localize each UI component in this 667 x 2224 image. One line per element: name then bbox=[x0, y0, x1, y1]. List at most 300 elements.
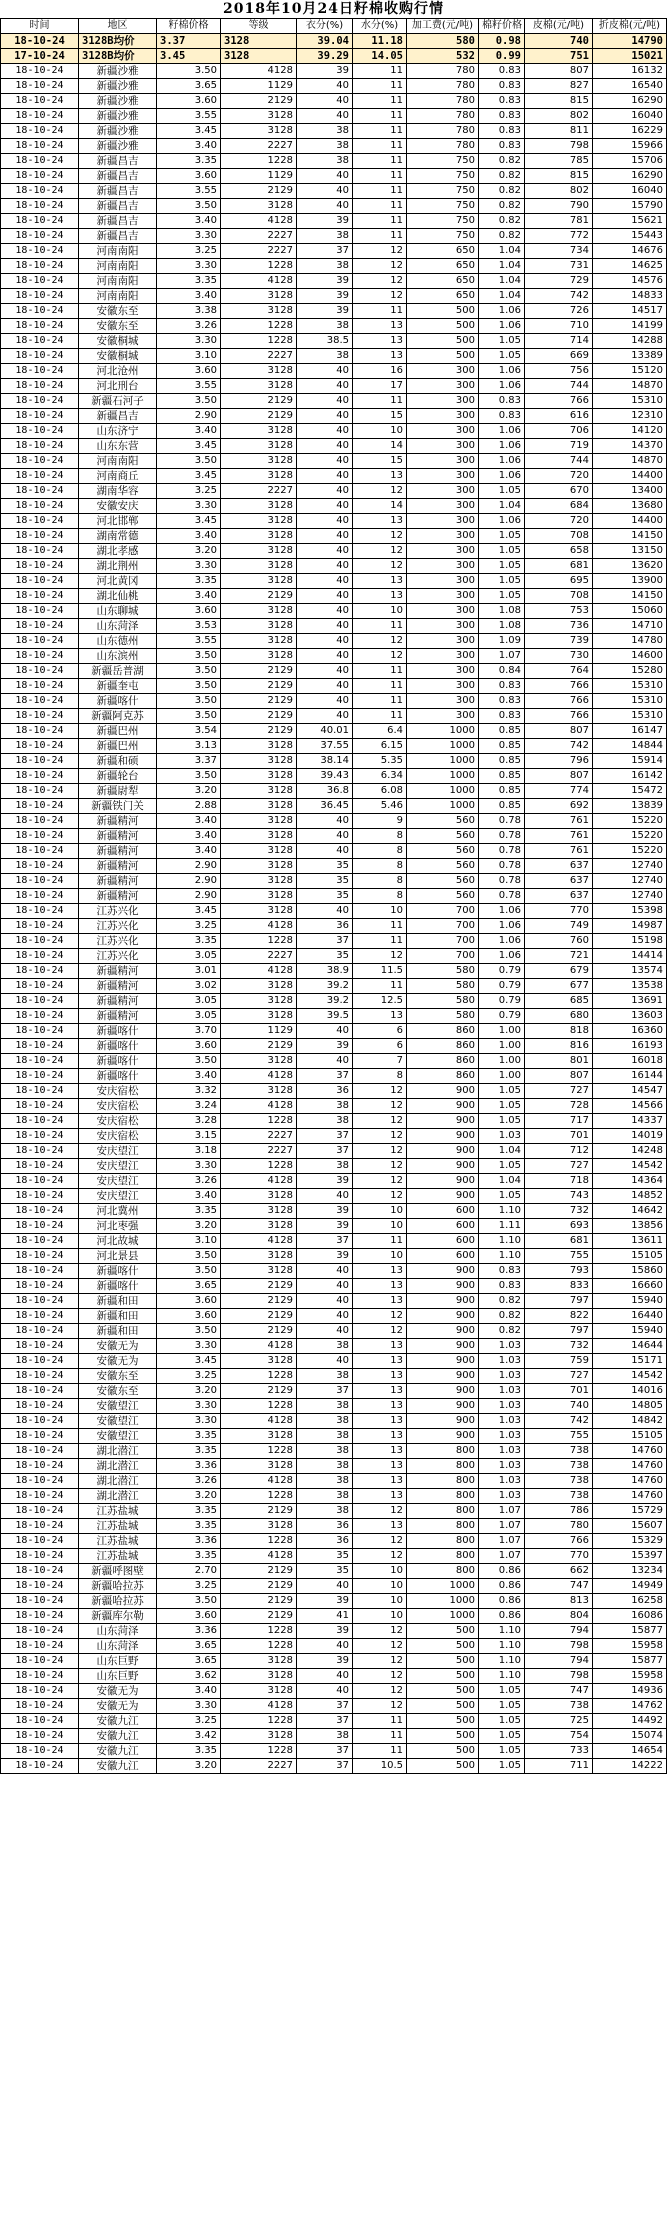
cell-processing-fee: 500 bbox=[407, 319, 479, 334]
cell-date: 18-10-24 bbox=[1, 994, 79, 1009]
cell-converted-lint: 14805 bbox=[593, 1399, 667, 1414]
cell-lint-percent: 40 bbox=[297, 844, 353, 859]
cell-moisture: 13 bbox=[353, 1444, 407, 1459]
cell-lint-percent: 40 bbox=[297, 409, 353, 424]
cell-grade: 3128 bbox=[221, 379, 297, 394]
cell-cottonseed-price: 1.03 bbox=[479, 1429, 525, 1444]
cell-seed-cotton-price: 3.25 bbox=[157, 244, 221, 259]
cell-grade: 1228 bbox=[221, 1369, 297, 1384]
cell-converted-lint: 14762 bbox=[593, 1699, 667, 1714]
cell-seed-cotton-price: 3.35 bbox=[157, 1504, 221, 1519]
cell-lint-percent: 38 bbox=[297, 1114, 353, 1129]
cell-date: 18-10-24 bbox=[1, 1729, 79, 1744]
cell-cottonseed-price: 1.05 bbox=[479, 1699, 525, 1714]
cell-seed-cotton-price: 3.01 bbox=[157, 964, 221, 979]
cell-lint-cotton: 793 bbox=[525, 1264, 593, 1279]
cell-cottonseed-price: 1.03 bbox=[479, 1459, 525, 1474]
cell-region: 新疆巴州 bbox=[79, 739, 157, 754]
cell-lint-cotton: 807 bbox=[525, 64, 593, 79]
cell-date: 18-10-24 bbox=[1, 1069, 79, 1084]
cell-converted-lint: 13620 bbox=[593, 559, 667, 574]
cell-grade: 3128 bbox=[221, 1684, 297, 1699]
cell-processing-fee: 900 bbox=[407, 1159, 479, 1174]
cell-cottonseed-price: 1.05 bbox=[479, 1729, 525, 1744]
cell-lint-percent: 37 bbox=[297, 1384, 353, 1399]
cell-moisture: 15 bbox=[353, 454, 407, 469]
cell-converted-lint: 12310 bbox=[593, 409, 667, 424]
cell-region: 3128B均价 bbox=[79, 34, 157, 49]
cell-moisture: 16 bbox=[353, 364, 407, 379]
cell-seed-cotton-price: 3.40 bbox=[157, 424, 221, 439]
cell-region: 新疆精河 bbox=[79, 874, 157, 889]
cell-lint-percent: 39 bbox=[297, 1654, 353, 1669]
cell-grade: 3128 bbox=[221, 1264, 297, 1279]
cell-seed-cotton-price: 3.55 bbox=[157, 634, 221, 649]
cell-processing-fee: 780 bbox=[407, 109, 479, 124]
cell-lint-percent: 38 bbox=[297, 1459, 353, 1474]
cell-lint-cotton: 798 bbox=[525, 139, 593, 154]
cell-lint-cotton: 764 bbox=[525, 664, 593, 679]
cell-converted-lint: 15607 bbox=[593, 1519, 667, 1534]
cell-date: 18-10-24 bbox=[1, 844, 79, 859]
cell-date: 18-10-24 bbox=[1, 544, 79, 559]
cell-processing-fee: 300 bbox=[407, 394, 479, 409]
cell-grade: 2129 bbox=[221, 724, 297, 739]
cell-processing-fee: 750 bbox=[407, 229, 479, 244]
cell-lint-percent: 40 bbox=[297, 94, 353, 109]
cell-region: 湖南华容 bbox=[79, 484, 157, 499]
cell-region: 河南商丘 bbox=[79, 469, 157, 484]
cell-cottonseed-price: 0.85 bbox=[479, 739, 525, 754]
cell-date: 18-10-24 bbox=[1, 1429, 79, 1444]
cell-region: 新疆昌吉 bbox=[79, 184, 157, 199]
cell-cottonseed-price: 0.83 bbox=[479, 109, 525, 124]
table-row bbox=[1, 1279, 667, 1294]
cell-converted-lint: 14760 bbox=[593, 1474, 667, 1489]
cell-cottonseed-price: 1.08 bbox=[479, 619, 525, 634]
cell-grade: 2129 bbox=[221, 94, 297, 109]
cell-region: 山东聊城 bbox=[79, 604, 157, 619]
cell-region: 新疆呼图壁 bbox=[79, 1564, 157, 1579]
cell-date: 18-10-24 bbox=[1, 394, 79, 409]
cell-seed-cotton-price: 3.45 bbox=[157, 49, 221, 64]
cell-region: 安徽无为 bbox=[79, 1699, 157, 1714]
cell-lint-cotton: 833 bbox=[525, 1279, 593, 1294]
cell-region: 山东滨州 bbox=[79, 649, 157, 664]
cell-seed-cotton-price: 3.65 bbox=[157, 79, 221, 94]
cell-seed-cotton-price: 3.13 bbox=[157, 739, 221, 754]
cell-converted-lint: 14625 bbox=[593, 259, 667, 274]
cell-lint-percent: 37 bbox=[297, 1714, 353, 1729]
cell-region: 新疆沙雅 bbox=[79, 124, 157, 139]
cell-lint-cotton: 802 bbox=[525, 109, 593, 124]
cell-moisture: 8 bbox=[353, 874, 407, 889]
table-row bbox=[1, 499, 667, 514]
table-row bbox=[1, 1369, 667, 1384]
cell-seed-cotton-price: 3.37 bbox=[157, 34, 221, 49]
header-row bbox=[1, 19, 667, 34]
cell-seed-cotton-price: 3.60 bbox=[157, 1039, 221, 1054]
table-row bbox=[1, 574, 667, 589]
cell-moisture: 12 bbox=[353, 544, 407, 559]
cell-lint-cotton: 738 bbox=[525, 1474, 593, 1489]
cell-cottonseed-price: 1.07 bbox=[479, 1519, 525, 1534]
cell-converted-lint: 14019 bbox=[593, 1129, 667, 1144]
cell-lint-cotton: 725 bbox=[525, 1714, 593, 1729]
table-row bbox=[1, 109, 667, 124]
cell-converted-lint: 14644 bbox=[593, 1339, 667, 1354]
cell-lint-percent: 38 bbox=[297, 1504, 353, 1519]
cell-lint-cotton: 818 bbox=[525, 1024, 593, 1039]
cell-grade: 3128 bbox=[221, 424, 297, 439]
table-row bbox=[1, 229, 667, 244]
cell-cottonseed-price: 0.83 bbox=[479, 124, 525, 139]
cell-processing-fee: 900 bbox=[407, 1309, 479, 1324]
cell-cottonseed-price: 1.10 bbox=[479, 1249, 525, 1264]
cell-region: 新疆库尔勒 bbox=[79, 1609, 157, 1624]
cell-lint-cotton: 734 bbox=[525, 244, 593, 259]
cell-lint-percent: 40 bbox=[297, 484, 353, 499]
cell-lint-cotton: 670 bbox=[525, 484, 593, 499]
table-row bbox=[1, 1729, 667, 1744]
cell-lint-percent: 40 bbox=[297, 679, 353, 694]
cell-region: 安徽九江 bbox=[79, 1759, 157, 1774]
cell-grade: 3128 bbox=[221, 304, 297, 319]
cell-region: 新疆喀什 bbox=[79, 1069, 157, 1084]
cell-cottonseed-price: 1.10 bbox=[479, 1639, 525, 1654]
cell-lint-cotton: 794 bbox=[525, 1624, 593, 1639]
cell-moisture: 12 bbox=[353, 649, 407, 664]
cell-moisture: 11 bbox=[353, 1714, 407, 1729]
cell-lint-percent: 37 bbox=[297, 934, 353, 949]
cell-processing-fee: 500 bbox=[407, 1744, 479, 1759]
cell-cottonseed-price: 0.78 bbox=[479, 829, 525, 844]
cell-region: 河北沧州 bbox=[79, 364, 157, 379]
cell-cottonseed-price: 1.08 bbox=[479, 604, 525, 619]
cell-seed-cotton-price: 3.50 bbox=[157, 664, 221, 679]
cell-lint-percent: 40 bbox=[297, 529, 353, 544]
cell-seed-cotton-price: 3.40 bbox=[157, 289, 221, 304]
cell-converted-lint: 15398 bbox=[593, 904, 667, 919]
cell-date: 18-10-24 bbox=[1, 619, 79, 634]
cell-region: 安徽桐城 bbox=[79, 349, 157, 364]
cell-processing-fee: 300 bbox=[407, 424, 479, 439]
cell-processing-fee: 900 bbox=[407, 1279, 479, 1294]
cell-cottonseed-price: 0.78 bbox=[479, 814, 525, 829]
cell-processing-fee: 300 bbox=[407, 439, 479, 454]
cell-converted-lint: 15621 bbox=[593, 214, 667, 229]
cell-date: 18-10-24 bbox=[1, 589, 79, 604]
cell-region: 江苏盐城 bbox=[79, 1549, 157, 1564]
table-row bbox=[1, 799, 667, 814]
cell-lint-percent: 40 bbox=[297, 1309, 353, 1324]
cell-converted-lint: 15790 bbox=[593, 199, 667, 214]
cell-seed-cotton-price: 3.65 bbox=[157, 1279, 221, 1294]
cell-seed-cotton-price: 3.20 bbox=[157, 1219, 221, 1234]
cell-lint-cotton: 738 bbox=[525, 1459, 593, 1474]
cell-seed-cotton-price: 3.02 bbox=[157, 979, 221, 994]
cell-seed-cotton-price: 3.40 bbox=[157, 1684, 221, 1699]
cell-date: 18-10-24 bbox=[1, 1099, 79, 1114]
cell-lint-cotton: 827 bbox=[525, 79, 593, 94]
cell-region: 河北黄冈 bbox=[79, 574, 157, 589]
cell-date: 18-10-24 bbox=[1, 379, 79, 394]
cell-moisture: 12 bbox=[353, 1624, 407, 1639]
cell-region: 新疆尉犁 bbox=[79, 784, 157, 799]
cell-moisture: 11 bbox=[353, 394, 407, 409]
cell-region: 安徽望江 bbox=[79, 1414, 157, 1429]
cell-region: 安徽东至 bbox=[79, 1369, 157, 1384]
table-row bbox=[1, 1414, 667, 1429]
cell-seed-cotton-price: 3.20 bbox=[157, 1489, 221, 1504]
cell-region: 江苏兴化 bbox=[79, 904, 157, 919]
cell-processing-fee: 580 bbox=[407, 34, 479, 49]
table-row bbox=[1, 1084, 667, 1099]
cell-moisture: 10 bbox=[353, 1219, 407, 1234]
cell-date: 18-10-24 bbox=[1, 1294, 79, 1309]
cell-grade: 3128 bbox=[221, 124, 297, 139]
table-row bbox=[1, 1714, 667, 1729]
summary-row bbox=[1, 49, 667, 64]
cell-moisture: 11 bbox=[353, 694, 407, 709]
cell-lint-cotton: 766 bbox=[525, 694, 593, 709]
cell-processing-fee: 532 bbox=[407, 49, 479, 64]
cell-cottonseed-price: 0.83 bbox=[479, 79, 525, 94]
cell-date: 18-10-24 bbox=[1, 1324, 79, 1339]
cell-converted-lint: 14600 bbox=[593, 649, 667, 664]
cell-grade: 3128 bbox=[221, 1189, 297, 1204]
cell-lint-cotton: 727 bbox=[525, 1159, 593, 1174]
cell-converted-lint: 14852 bbox=[593, 1189, 667, 1204]
cell-processing-fee: 900 bbox=[407, 1339, 479, 1354]
cell-grade: 1228 bbox=[221, 154, 297, 169]
table-row bbox=[1, 604, 667, 619]
cell-lint-percent: 40 bbox=[297, 1639, 353, 1654]
cell-grade: 4128 bbox=[221, 1699, 297, 1714]
cell-lint-cotton: 816 bbox=[525, 1039, 593, 1054]
cell-lint-percent: 40 bbox=[297, 634, 353, 649]
cell-moisture: 6.4 bbox=[353, 724, 407, 739]
cell-date: 18-10-24 bbox=[1, 64, 79, 79]
cell-seed-cotton-price: 3.65 bbox=[157, 1654, 221, 1669]
cell-region: 新疆精河 bbox=[79, 889, 157, 904]
cell-lint-cotton: 720 bbox=[525, 469, 593, 484]
cell-grade: 1129 bbox=[221, 169, 297, 184]
cell-lint-cotton: 744 bbox=[525, 379, 593, 394]
table-row bbox=[1, 649, 667, 664]
cell-lint-percent: 39 bbox=[297, 1594, 353, 1609]
cell-converted-lint: 14150 bbox=[593, 529, 667, 544]
table-row bbox=[1, 664, 667, 679]
cell-cottonseed-price: 1.06 bbox=[479, 469, 525, 484]
cell-moisture: 12 bbox=[353, 1669, 407, 1684]
cell-date: 18-10-24 bbox=[1, 1039, 79, 1054]
cell-processing-fee: 300 bbox=[407, 499, 479, 514]
cell-processing-fee: 900 bbox=[407, 1414, 479, 1429]
cell-moisture: 12 bbox=[353, 274, 407, 289]
cell-date: 18-10-24 bbox=[1, 199, 79, 214]
cell-region: 新疆岳普湖 bbox=[79, 664, 157, 679]
cell-processing-fee: 750 bbox=[407, 214, 479, 229]
cell-date: 18-10-24 bbox=[1, 334, 79, 349]
cell-lint-percent: 39 bbox=[297, 1219, 353, 1234]
cell-cottonseed-price: 1.05 bbox=[479, 1189, 525, 1204]
cell-cottonseed-price: 1.03 bbox=[479, 1384, 525, 1399]
cell-processing-fee: 300 bbox=[407, 589, 479, 604]
cell-seed-cotton-price: 2.90 bbox=[157, 409, 221, 424]
cell-lint-cotton: 701 bbox=[525, 1129, 593, 1144]
cell-region: 江苏盐城 bbox=[79, 1534, 157, 1549]
cell-lint-cotton: 681 bbox=[525, 559, 593, 574]
cell-seed-cotton-price: 3.32 bbox=[157, 1084, 221, 1099]
cell-converted-lint: 14222 bbox=[593, 1759, 667, 1774]
cell-seed-cotton-price: 3.50 bbox=[157, 679, 221, 694]
cell-lint-percent: 39 bbox=[297, 1039, 353, 1054]
cell-region: 新疆精河 bbox=[79, 814, 157, 829]
cell-date: 18-10-24 bbox=[1, 634, 79, 649]
cell-converted-lint: 14576 bbox=[593, 274, 667, 289]
cell-grade: 3128 bbox=[221, 364, 297, 379]
cell-cottonseed-price: 1.06 bbox=[479, 934, 525, 949]
cell-processing-fee: 650 bbox=[407, 274, 479, 289]
cell-converted-lint: 14760 bbox=[593, 1489, 667, 1504]
cell-moisture: 12 bbox=[353, 1084, 407, 1099]
cell-moisture: 10 bbox=[353, 424, 407, 439]
cell-seed-cotton-price: 3.55 bbox=[157, 184, 221, 199]
cell-date: 18-10-24 bbox=[1, 1159, 79, 1174]
cell-date: 18-10-24 bbox=[1, 244, 79, 259]
cell-cottonseed-price: 1.10 bbox=[479, 1669, 525, 1684]
cell-date: 18-10-24 bbox=[1, 484, 79, 499]
cell-grade: 3128 bbox=[221, 1669, 297, 1684]
table-row bbox=[1, 139, 667, 154]
cell-grade: 2129 bbox=[221, 709, 297, 724]
cell-moisture: 11 bbox=[353, 619, 407, 634]
table-row bbox=[1, 829, 667, 844]
cell-converted-lint: 16086 bbox=[593, 1609, 667, 1624]
cell-processing-fee: 500 bbox=[407, 334, 479, 349]
cell-grade: 2227 bbox=[221, 949, 297, 964]
cell-seed-cotton-price: 3.10 bbox=[157, 1234, 221, 1249]
cell-processing-fee: 1000 bbox=[407, 784, 479, 799]
cell-lint-percent: 39 bbox=[297, 64, 353, 79]
cell-cottonseed-price: 1.06 bbox=[479, 424, 525, 439]
cell-converted-lint: 14987 bbox=[593, 919, 667, 934]
cell-cottonseed-price: 1.04 bbox=[479, 289, 525, 304]
cell-converted-lint: 14542 bbox=[593, 1159, 667, 1174]
cell-region: 新疆喀什 bbox=[79, 1279, 157, 1294]
cell-grade: 3128 bbox=[221, 859, 297, 874]
table-row bbox=[1, 1234, 667, 1249]
cell-lint-percent: 37 bbox=[297, 244, 353, 259]
cell-region: 湖北荆州 bbox=[79, 559, 157, 574]
cell-lint-cotton: 770 bbox=[525, 1549, 593, 1564]
cell-date: 18-10-24 bbox=[1, 229, 79, 244]
cell-date: 18-10-24 bbox=[1, 949, 79, 964]
cell-date: 18-10-24 bbox=[1, 1549, 79, 1564]
cell-cottonseed-price: 1.05 bbox=[479, 1684, 525, 1699]
cell-seed-cotton-price: 3.40 bbox=[157, 589, 221, 604]
cell-date: 18-10-24 bbox=[1, 1684, 79, 1699]
cell-lint-percent: 35 bbox=[297, 859, 353, 874]
cell-lint-percent: 40 bbox=[297, 1324, 353, 1339]
cell-grade: 3128 bbox=[221, 49, 297, 64]
cell-moisture: 13 bbox=[353, 334, 407, 349]
cell-processing-fee: 580 bbox=[407, 994, 479, 1009]
cell-region: 安庆宿松 bbox=[79, 1129, 157, 1144]
cell-moisture: 13 bbox=[353, 589, 407, 604]
cell-date: 18-10-24 bbox=[1, 1024, 79, 1039]
cell-seed-cotton-price: 3.45 bbox=[157, 469, 221, 484]
cell-lint-percent: 40 bbox=[297, 394, 353, 409]
cell-cottonseed-price: 0.86 bbox=[479, 1609, 525, 1624]
cell-cottonseed-price: 1.05 bbox=[479, 1099, 525, 1114]
cell-date: 18-10-24 bbox=[1, 649, 79, 664]
cell-moisture: 13 bbox=[353, 1399, 407, 1414]
cell-seed-cotton-price: 3.26 bbox=[157, 1174, 221, 1189]
cell-moisture: 15 bbox=[353, 409, 407, 424]
table-row bbox=[1, 1324, 667, 1339]
cell-grade: 4128 bbox=[221, 1549, 297, 1564]
cell-lint-cotton: 822 bbox=[525, 1309, 593, 1324]
cell-lint-percent: 39.04 bbox=[297, 34, 353, 49]
cell-converted-lint: 16360 bbox=[593, 1024, 667, 1039]
cell-date: 18-10-24 bbox=[1, 559, 79, 574]
cell-lint-cotton: 669 bbox=[525, 349, 593, 364]
cell-lint-percent: 39.2 bbox=[297, 979, 353, 994]
cell-cottonseed-price: 0.78 bbox=[479, 874, 525, 889]
cell-lint-percent: 40 bbox=[297, 604, 353, 619]
cell-cottonseed-price: 1.05 bbox=[479, 589, 525, 604]
cell-converted-lint: 12740 bbox=[593, 859, 667, 874]
cell-grade: 1228 bbox=[221, 1714, 297, 1729]
cell-date: 18-10-24 bbox=[1, 319, 79, 334]
cell-region: 河南南阳 bbox=[79, 454, 157, 469]
cell-seed-cotton-price: 3.26 bbox=[157, 319, 221, 334]
cell-processing-fee: 500 bbox=[407, 1654, 479, 1669]
cell-grade: 3128 bbox=[221, 514, 297, 529]
cell-moisture: 13 bbox=[353, 319, 407, 334]
cell-converted-lint: 14780 bbox=[593, 634, 667, 649]
cell-processing-fee: 300 bbox=[407, 664, 479, 679]
cell-grade: 2129 bbox=[221, 1039, 297, 1054]
cell-grade: 1228 bbox=[221, 1624, 297, 1639]
cell-converted-lint: 14248 bbox=[593, 1144, 667, 1159]
header-grade: 等级 bbox=[221, 19, 297, 34]
cell-moisture: 11 bbox=[353, 154, 407, 169]
cell-converted-lint: 15958 bbox=[593, 1639, 667, 1654]
cell-cottonseed-price: 0.85 bbox=[479, 724, 525, 739]
cell-moisture: 6 bbox=[353, 1039, 407, 1054]
cell-date: 18-10-24 bbox=[1, 799, 79, 814]
cell-grade: 1228 bbox=[221, 334, 297, 349]
cell-region: 新疆精河 bbox=[79, 994, 157, 1009]
cell-date: 18-10-24 bbox=[1, 874, 79, 889]
cell-moisture: 12 bbox=[353, 1174, 407, 1189]
cell-seed-cotton-price: 3.40 bbox=[157, 214, 221, 229]
cell-seed-cotton-price: 3.60 bbox=[157, 94, 221, 109]
cell-moisture: 17 bbox=[353, 379, 407, 394]
cell-lint-percent: 40 bbox=[297, 1264, 353, 1279]
cell-processing-fee: 780 bbox=[407, 139, 479, 154]
cell-cottonseed-price: 1.05 bbox=[479, 559, 525, 574]
cell-region: 山东巨野 bbox=[79, 1669, 157, 1684]
cell-grade: 3128 bbox=[221, 199, 297, 214]
cell-converted-lint: 14870 bbox=[593, 379, 667, 394]
table-row bbox=[1, 709, 667, 724]
cell-region: 新疆沙雅 bbox=[79, 94, 157, 109]
cell-seed-cotton-price: 3.45 bbox=[157, 124, 221, 139]
